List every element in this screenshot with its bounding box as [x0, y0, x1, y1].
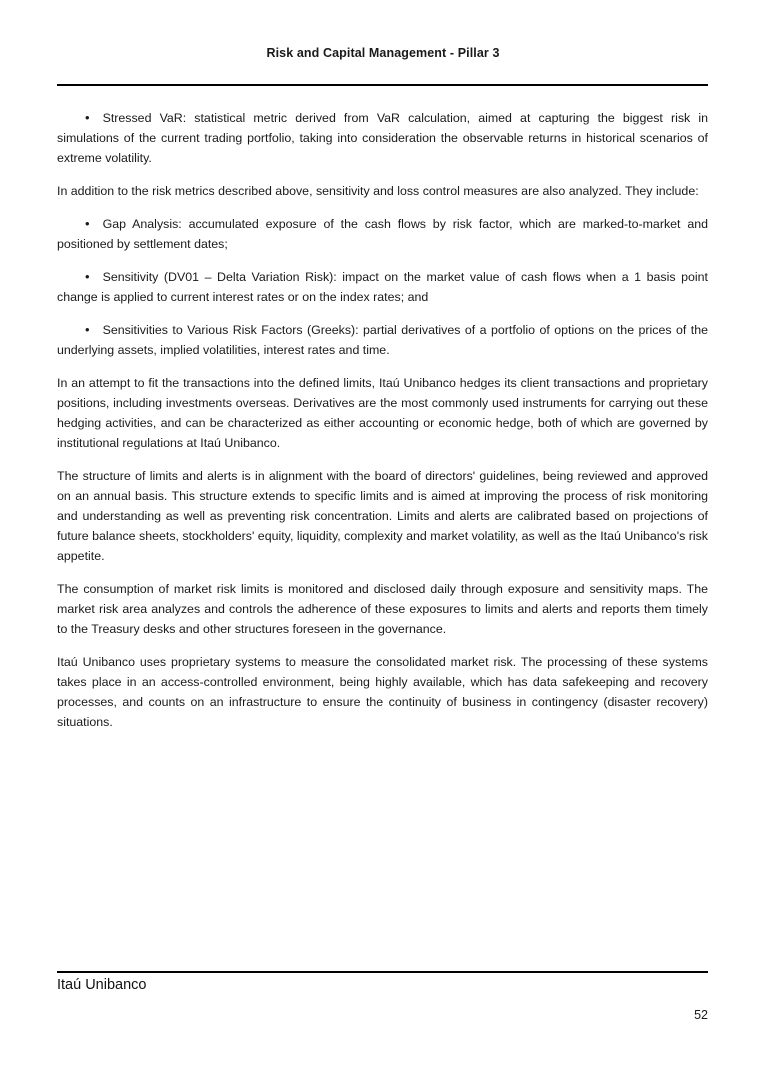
page-number: 52 [694, 1008, 708, 1022]
footer-divider [57, 971, 708, 973]
bullet-text: Gap Analysis: accumulated exposure of the cash flows by risk factor, which are marked-to-market and positioned by settlement dates; [57, 217, 708, 251]
document-body [57, 108, 708, 732]
bullet-text: Stressed VaR: statistical metric derived from VaR calculation, aimed at capturing the biggest risk in simulations of the current trading portfolio, taking into consideration the observable returns in historical scenarios of extreme volatility. [57, 111, 708, 165]
bullet-item-sensitivity-dv01 [57, 267, 708, 307]
paragraph-limits-structure: The structure of limits and alerts is in alignment with the board of directors' guidelines, being reviewed and approved on an annual basis. This structure extends to specific limits and is aimed at improving the process of risk monitoring and understanding as well as preventing risk concentration. Limits and alerts are calibrated based on projections of future balance sheets, stockholders' equity, liquidity, complexity and market volatility, as well as the Itaú Unibanco's risk appetite. [57, 469, 708, 563]
paragraph-proprietary-systems: Itaú Unibanco uses proprietary systems to measure the consolidated market risk. The processing of these systems takes place in an access-controlled environment, being highly available, which has data safekeeping and recovery processes, and counts on an infrastructure to ensure the continuity of business in contingency (disaster recovery) situations. [57, 655, 708, 729]
header-divider [57, 84, 708, 86]
paragraph-hedging: In an attempt to fit the transactions into the defined limits, Itaú Unibanco hedges its client transactions and proprietary positions, including investments overseas. Derivatives are the most commonly used instruments for carrying out these hedging activities, and can be characterized as either accounting or economic hedge, both of which are governed by institutional regulations at Itaú Unibanco. [57, 376, 708, 450]
footer-brand: Itaú Unibanco [57, 977, 147, 993]
bullet-icon: • [85, 216, 90, 231]
bullet-icon: • [85, 269, 90, 284]
bullet-item-greeks [57, 320, 708, 360]
bullet-text: Sensitivities to Various Risk Factors (Greeks): partial derivatives of a portfolio of options on the prices of the underlying assets, implied volatilities, interest rates and time. [57, 323, 708, 357]
page-title: Risk and Capital Management - Pillar 3 [266, 46, 500, 60]
bullet-icon: • [85, 110, 90, 125]
bullet-item-gap-analysis [57, 214, 708, 254]
paragraph-risk-metrics-intro: In addition to the risk metrics described above, sensitivity and loss control measures are also analyzed. They include: [57, 184, 699, 198]
bullet-item-stressed-var [57, 108, 708, 168]
bullet-text: Sensitivity (DV01 – Delta Variation Risk): impact on the market value of cash flows when a 1 basis point change is applied to current interest rates or on the index rates; and [57, 270, 708, 304]
paragraph-limit-consumption: The consumption of market risk limits is monitored and disclosed daily through exposure and sensitivity maps. The market risk area analyzes and controls the adherence of these exposures to limits and alerts and reports them timely to the Treasury desks and other structures foreseen in the governance. [57, 582, 708, 636]
bullet-icon: • [85, 322, 90, 337]
